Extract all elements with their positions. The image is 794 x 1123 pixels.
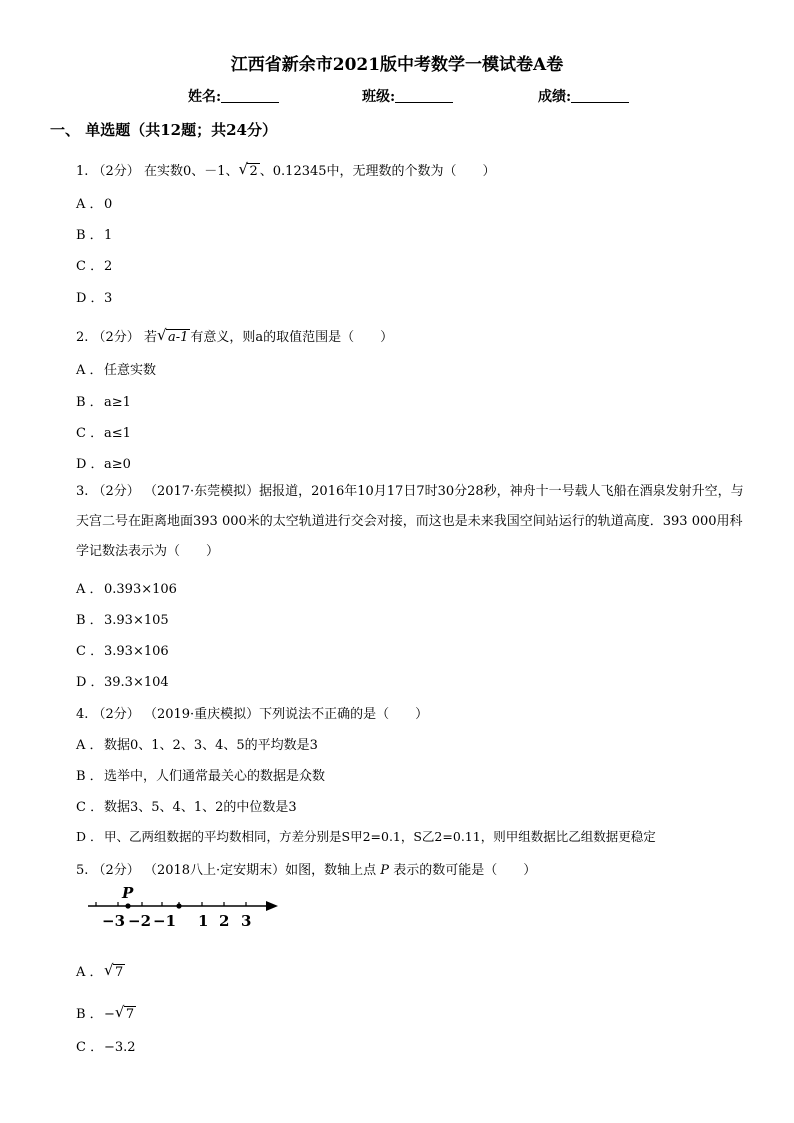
option-text: 数据3、5、4、1、2的中位数是3 [104,800,297,815]
option-text: 选举中，人们通常最关心的数据是众数 [104,769,326,784]
variable-p: P [380,863,390,878]
question-2-option-a [76,359,156,378]
radicand: 2 [249,164,258,179]
radical-sign-icon: √ [156,326,167,344]
option-label: A ． [76,965,103,980]
option-text: 3.93×105 [104,613,169,628]
option-label: D ． [76,291,104,306]
radicand: 7 [125,1007,135,1022]
name-label: 姓名: [188,89,222,105]
option-label: A ． [76,197,103,212]
option-text: 3.93×106 [104,644,169,659]
question-5-stem-end: 表示的数可能是（ ） [393,863,537,878]
class-blank [395,88,453,103]
option-label: C ． [76,426,104,441]
score-blank [571,88,629,103]
option-label: D ． [76,829,103,844]
class-field [362,86,453,106]
tick-label: 3 [241,912,252,930]
option-label: C ． [76,1040,104,1055]
question-1-option-c [76,255,112,274]
tick-label: −1 [153,912,177,930]
radicand: a-1 [167,330,189,345]
question-5-option-a [76,961,125,980]
option-label: B ． [76,1007,103,1022]
option-text: −3.2 [104,1040,136,1055]
question-1-stem-start: 1. （2分） 在实数0、－1、 [76,164,239,179]
origin-dot [176,903,181,908]
number-line-figure [84,884,284,932]
option-text: 2 [104,259,113,274]
radical-sign-icon: √ [114,1003,125,1021]
point-p-label: P [122,884,134,902]
option-text: 39.3×104 [104,675,169,690]
question-1-stem-end: 、0.12345中，无理数的个数为（ ） [259,164,496,179]
radical-sign-icon: √ [238,160,249,178]
sqrt-expression [114,1003,136,1022]
option-label: A ． [76,582,103,597]
section-heading: 一、 单选题（共12题；共24分） [50,121,277,139]
option-text: 1 [104,228,113,243]
question-5-option-b [76,1003,136,1022]
option-label: D ． [76,675,104,690]
option-label: B ． [76,613,103,628]
sqrt-expression [104,961,125,980]
question-2-option-c [76,422,131,441]
option-label: C ． [76,644,104,659]
radicand: 7 [115,965,124,980]
question-1-option-a [76,193,112,212]
sqrt-expression [238,160,259,179]
tick-label: 2 [219,912,230,930]
question-4-option-b [76,765,325,784]
question-2-stem-end: 有意义，则a的取值范围是（ ） [190,330,394,345]
question-4-stem: 4. （2分） （2019·重庆模拟）下列说法不正确的是（ ） [76,707,429,722]
option-label: A ． [76,738,103,753]
score-label: 成绩: [538,89,572,105]
option-text: 任意实数 [104,363,157,378]
arrow-right-icon [266,901,278,911]
tick-label: −2 [128,912,152,930]
class-label: 班级: [362,89,396,105]
question-2-stem [76,326,393,345]
option-text: a≥1 [104,395,131,410]
option-text: a≤1 [104,426,131,441]
sqrt-expression [156,326,190,345]
name-blank [221,88,279,103]
option-label: D ． [76,457,104,472]
option-label: B ． [76,769,103,784]
option-label: B ． [76,395,103,410]
question-3-option-b [76,609,169,628]
tick-label: −3 [102,912,126,930]
option-label: C ． [76,259,104,274]
option-label: A ． [76,363,103,378]
option-text: 0.393×106 [104,582,177,597]
question-5-stem [76,859,536,878]
option-text: a≥0 [104,457,131,472]
question-1-option-b [76,224,112,243]
option-text: 3 [104,291,113,306]
option-label: C ． [76,800,104,815]
score-field [538,86,629,106]
question-4-option-d [76,827,656,845]
option-text: 数据0、1、2、3、4、5的平均数是3 [104,738,318,753]
question-2-option-b [76,391,131,410]
question-2-option-d [76,453,131,472]
paper-title: 江西省新余市2021版中考数学一模试卷A卷 [230,55,564,75]
question-4-option-c [76,796,297,815]
question-1-stem [76,160,496,179]
point-p-dot [125,903,130,908]
question-3-stem: 3. （2分） （2017·东莞模拟）据报道，2016年10月17日7时30分28秒，神舟十一号载人飞船在酒泉发射升空，与天宫二号在距离地面393 000米的太空轨道进行交会对接，而这也是未来我国空间站运行的轨道高度．393 000用科学记数法表示为（ ） [76,484,744,559]
option-sign: − [104,1007,115,1022]
option-label: B ． [76,228,103,243]
tick-label: 1 [198,912,209,930]
name-field [188,86,279,106]
question-4-option-a [76,734,318,753]
question-2-stem-start: 2. （2分） 若 [76,330,157,345]
question-3-option-d [76,671,169,690]
option-text: 甲、乙两组数据的平均数相同，方差分别是S甲2=0.1，S乙2=0.11，则甲组数据比乙组数据更稳定 [104,829,656,844]
question-5-stem-start: 5. （2分） （2018八上·定安期末）如图，数轴上点 [76,863,377,878]
question-3-option-a [76,578,177,597]
option-text: 0 [104,197,113,212]
question-1-option-d [76,287,112,306]
radical-sign-icon: √ [104,961,114,979]
question-5-option-c [76,1036,136,1055]
question-3-option-c [76,640,169,659]
